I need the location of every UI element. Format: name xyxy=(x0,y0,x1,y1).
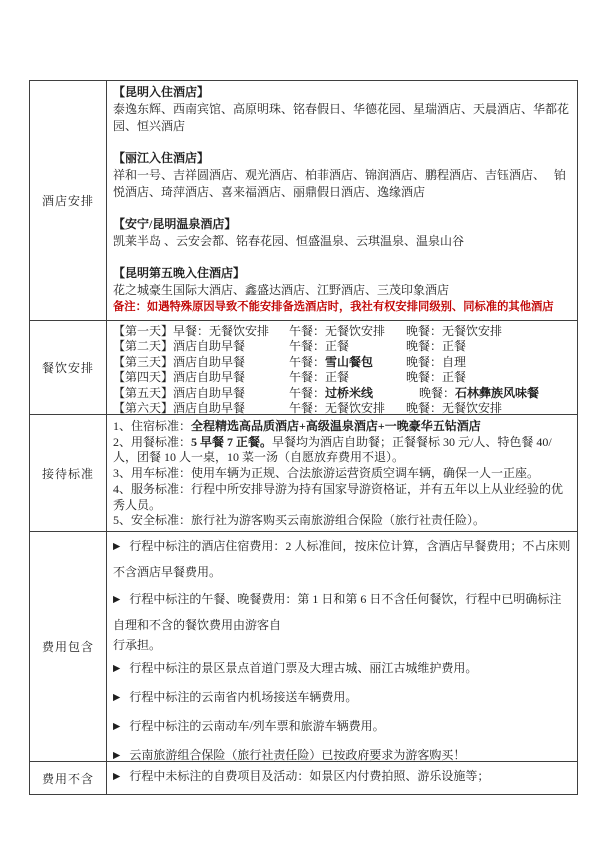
standard-strong: 5 早餐 7 正餐。 xyxy=(191,434,273,449)
included-item-text: 云南旅游组合保险（旅行社责任险）已按政府要求为游客购买！ xyxy=(129,748,466,761)
dinner-label: 晚餐： xyxy=(406,401,443,414)
hotel-section-title: 【丽江入住酒店】 xyxy=(113,151,210,165)
meal-day-breakfast xyxy=(113,386,289,401)
meal-lunch xyxy=(289,355,406,370)
hotel-section-lijiang xyxy=(113,150,571,201)
dinner-label: 晚餐： xyxy=(406,324,443,338)
breakfast-value: 酒店自助早餐 xyxy=(173,385,246,400)
standard-item xyxy=(113,466,571,482)
lunch-value: 无餐饮安排 xyxy=(325,401,386,414)
hotel-section-title: 【昆明第五晚入住酒店】 xyxy=(113,266,246,280)
dinner-label: 晚餐： xyxy=(406,339,443,354)
day-tag: 【第五天】 xyxy=(113,385,174,400)
lunch-value: 雪山餐包 xyxy=(325,354,374,369)
lunch-label: 午餐： xyxy=(289,401,326,414)
included-item xyxy=(113,743,571,761)
standard-rest: 旅行社为游客购买云南旅游组合保险（旅行社责任险）。 xyxy=(191,513,486,528)
meal-lunch xyxy=(289,401,406,414)
meal-day-row xyxy=(113,355,571,370)
included-item-text: 行程中标注的云南动车/列车票和旅游车辆费用。 xyxy=(129,719,385,733)
lunch-label: 午餐： xyxy=(289,370,326,385)
row-label-fees-included: 费用包含 xyxy=(30,532,107,761)
fees-included-content xyxy=(107,532,577,761)
reception-standards-content xyxy=(107,415,577,531)
dinner-value: 无餐饮安排 xyxy=(442,324,503,338)
dinner-label: 晚餐： xyxy=(406,354,443,369)
standard-rest: 使用车辆为正规、合法旅游运营资质空调车辆，确保一人一正座。 xyxy=(191,466,540,481)
included-item xyxy=(113,534,571,584)
standard-lead: 5、安全标准： xyxy=(113,513,192,528)
standard-lead: 2、用餐标准： xyxy=(113,434,192,449)
dinner-value: 石林彝族风味餐 xyxy=(455,385,540,400)
meal-arrangement-content xyxy=(107,321,577,414)
hotel-arrangement-content xyxy=(107,81,577,320)
dinner-value: 无餐饮安排 xyxy=(442,401,503,414)
included-item-text: 行程中标注的酒店住宿费用：2 人标准间，按床位计算，含酒店早餐费用；不占床则不含酒店早餐费用。 xyxy=(113,539,571,579)
triangle-bullet-icon: ▶ xyxy=(113,664,121,674)
table-row-hotel-arrangement xyxy=(30,81,577,320)
row-label-fees-excluded: 费用不含 xyxy=(30,762,107,794)
standard-strong: 全程精选高品质酒店+高级温泉酒店+一晚豪华五钻酒店 xyxy=(191,419,481,433)
meal-day-breakfast xyxy=(113,324,289,339)
hotel-substitution-note: 备注：如遇特殊原因导致不能安排备选酒店时，我社有权安排同级别、同标准的其他酒店 xyxy=(113,301,554,313)
table-row-fees-excluded xyxy=(30,761,577,794)
standard-lead: 1、住宿标准： xyxy=(113,419,192,433)
breakfast-value: 早餐：无餐饮安排 xyxy=(173,324,270,338)
lunch-label: 午餐： xyxy=(289,339,326,354)
hotel-list-line: 泰逸东辉、西南宾馆、高原明珠、铭春假日、华德花园、星瑞酒店、天晨酒店、华都花 xyxy=(113,102,570,116)
included-item xyxy=(113,656,571,682)
dinner-value: 自理 xyxy=(442,354,467,369)
meal-day-breakfast xyxy=(113,339,289,354)
standard-item xyxy=(113,419,571,435)
hotel-list-line: 园、恒兴酒店 xyxy=(113,119,186,133)
lunch-label: 午餐： xyxy=(289,385,326,400)
meal-lunch xyxy=(289,370,406,385)
dinner-value: 正餐 xyxy=(442,339,467,354)
standard-item xyxy=(113,482,571,513)
meal-lunch xyxy=(289,324,406,339)
included-item-text: 行程中标注的云南省内机场接送车辆费用。 xyxy=(129,690,358,704)
triangle-bullet-icon: ▶ xyxy=(113,595,121,605)
standard-lead: 3、用车标准： xyxy=(113,466,192,481)
lunch-value: 过桥米线 xyxy=(325,385,374,400)
meal-day-row xyxy=(113,339,571,354)
breakfast-value: 酒店自助早餐 xyxy=(173,354,246,369)
excluded-item-text: 行程中未标注的自费项目及活动：如景区内付费拍照、游乐设施等； xyxy=(129,769,490,783)
meal-lunch xyxy=(289,339,406,354)
meal-dinner xyxy=(406,386,571,401)
dinner-label: 晚餐： xyxy=(406,370,443,385)
meal-dinner xyxy=(406,370,571,385)
included-item xyxy=(113,685,571,711)
day-tag: 【第四天】 xyxy=(113,370,174,385)
triangle-bullet-icon: ▶ xyxy=(113,693,121,703)
dinner-label: 晚餐： xyxy=(419,385,456,400)
standard-rest: 早餐均为酒店自助餐；正餐餐标 30 元/人、特色餐 40/人，团餐 10 人一桌，10 菜一汤（自愿放弃费用不退）。 xyxy=(113,434,552,465)
triangle-bullet-icon: ▶ xyxy=(113,772,121,782)
hotel-list-line: 花之城豪生国际大酒店、鑫盛达酒店、江野酒店、三茂印象酒店 xyxy=(113,283,450,297)
excluded-item xyxy=(113,768,571,787)
hotel-section-title: 【安宁/昆明温泉酒店】 xyxy=(113,217,237,231)
meal-day-row xyxy=(113,370,571,385)
included-item xyxy=(113,587,571,653)
lunch-value: 正餐 xyxy=(325,370,350,385)
table-row-meal-arrangement xyxy=(30,320,577,414)
triangle-bullet-icon: ▶ xyxy=(113,751,121,761)
hotel-list-line: 悦酒店、琦萍酒店、喜来福酒店、丽鼎假日酒店、逸缘酒店 xyxy=(113,185,426,199)
day-tag: 【第一天】 xyxy=(113,324,174,338)
lunch-value: 正餐 xyxy=(325,339,350,354)
day-tag: 【第二天】 xyxy=(113,339,174,354)
included-item-tail: 行承担。 xyxy=(113,638,162,652)
lunch-value: 无餐饮安排 xyxy=(325,324,386,338)
day-tag: 【第三天】 xyxy=(113,354,174,369)
standard-item xyxy=(113,513,571,529)
itinerary-info-table xyxy=(29,80,578,795)
meal-day-breakfast xyxy=(113,401,289,414)
meal-day-row xyxy=(113,324,571,339)
hotel-section-anning-hotspring xyxy=(113,216,571,250)
hotel-section-kunming-fifth-night xyxy=(113,265,571,299)
meal-lunch xyxy=(289,386,406,401)
hotel-list-line: 凯莱半岛 、云安会都、铭春花园、恒盛温泉、云琪温泉、温泉山谷 xyxy=(113,234,465,248)
table-row-reception-standards xyxy=(30,414,577,531)
lunch-label: 午餐： xyxy=(289,354,326,369)
dinner-value: 正餐 xyxy=(442,370,467,385)
breakfast-value: 酒店自助早餐 xyxy=(173,370,246,385)
row-label-meal-arrangement: 餐饮安排 xyxy=(30,321,107,414)
meal-dinner xyxy=(406,339,571,354)
included-item-text: 行程中标注的午餐、晚餐费用：第 1 日和第 6 日不含任何餐饮，行程中已明确标注自理和不含的餐饮费用由游客自 xyxy=(113,592,562,632)
row-label-hotel-arrangement: 酒店安排 xyxy=(30,81,107,320)
hotel-section-kunming xyxy=(113,84,571,135)
meal-day-row xyxy=(113,386,571,401)
breakfast-value: 酒店自助早餐 xyxy=(173,401,246,414)
meal-day-row xyxy=(113,401,571,414)
fees-excluded-content xyxy=(107,762,577,794)
row-label-reception-standards: 接待标准 xyxy=(30,415,107,531)
triangle-bullet-icon: ▶ xyxy=(113,722,121,732)
breakfast-value: 酒店自助早餐 xyxy=(173,339,246,354)
standard-item xyxy=(113,435,571,466)
triangle-bullet-icon: ▶ xyxy=(113,542,121,552)
meal-day-breakfast xyxy=(113,355,289,370)
lunch-label: 午餐： xyxy=(289,324,326,338)
table-row-fees-included xyxy=(30,531,577,761)
standard-lead: 4、服务标准： xyxy=(113,481,192,496)
meal-dinner xyxy=(406,355,571,370)
included-item-text: 行程中标注的景区景点首道门票及大理古城、丽江古城维护费用。 xyxy=(129,661,478,675)
hotel-section-title: 【昆明入住酒店】 xyxy=(113,85,210,99)
included-item xyxy=(113,714,571,740)
hotel-list-line: 祥和一号、吉祥圆酒店、观光酒店、柏菲酒店、锦润酒店、鹏程酒店、吉钰酒店、 铂 xyxy=(113,168,567,182)
meal-dinner xyxy=(406,324,571,339)
meal-dinner xyxy=(406,401,571,414)
meal-day-breakfast xyxy=(113,370,289,385)
standard-rest: 行程中所安排导游为持有国家导游资格证，并有五年以上从业经验的优秀人员。 xyxy=(113,481,564,512)
day-tag: 【第六天】 xyxy=(113,401,174,414)
